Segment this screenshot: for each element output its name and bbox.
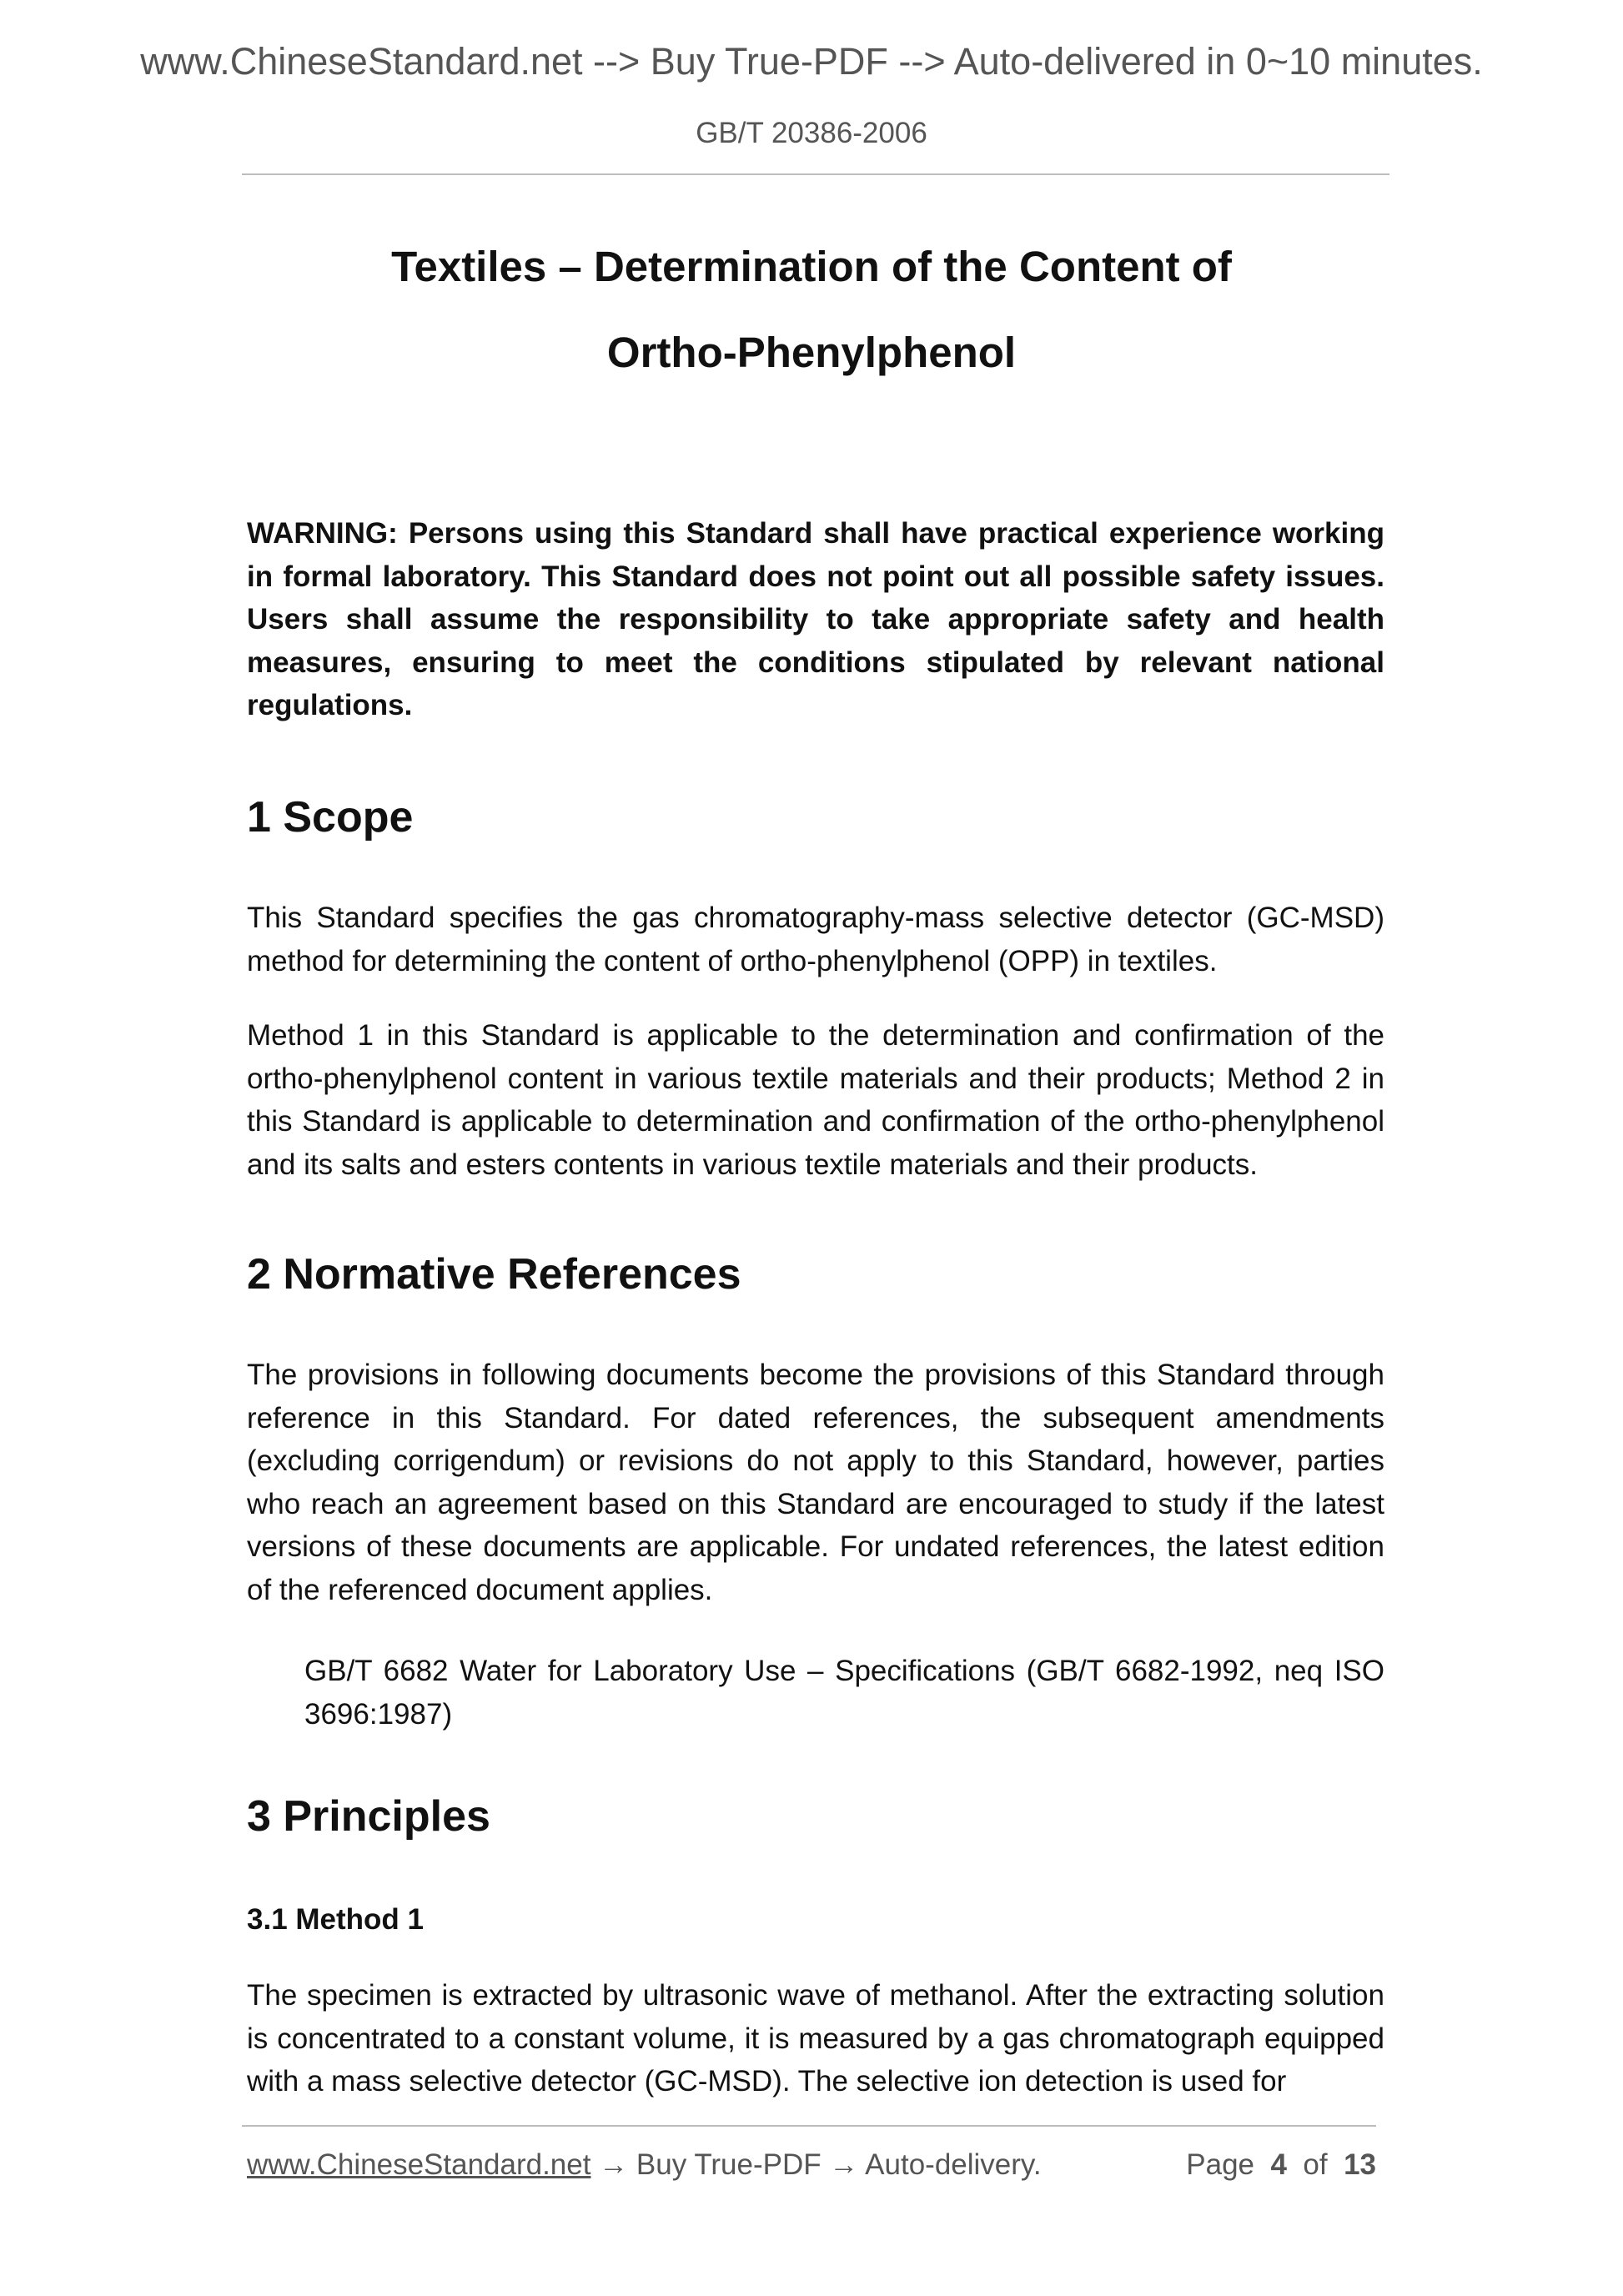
references-paragraph: The provisions in following documents become the provisions of this Standard through reference in this Standard. For dated references, the subsequent amendments (excluding corrigendum) or revisions do not apply to this Standard, however, parties who reach an agreement based on this Standard are encouraged to study if the latest versions of these documents are applicable. For undated references, the latest edition of the referenced document applies.	[247, 1359, 1384, 1606]
standard-code: GB/T 20386-2006	[696, 117, 927, 149]
reference-list	[304, 1650, 1384, 1736]
document-title-line-2: Ortho-Phenylphenol	[606, 329, 1017, 376]
principles-section-body	[247, 1974, 1384, 2103]
scope-paragraph-2: Method 1 in this Standard is applicable to the determination and confirmation of the ortho-phenylphenol content in various textile materials and their products; Method 2 in this Standard is applicable to determination and confirmation of the ortho-phenylphenol and its salts and esters contents in various textile materials and their products.	[247, 1019, 1384, 1181]
footer-tagline: → Buy True-PDF → Auto-delivery.	[590, 2148, 1042, 2181]
references-section-body	[247, 1354, 1384, 1611]
document-title-line-1: Textiles – Determination of the Content of	[391, 243, 1232, 290]
site-banner: www.ChineseStandard.net --> Buy True-PDF --> Auto-delivered in 0~10 minutes.	[140, 40, 1483, 83]
total-pages: 13	[1344, 2148, 1376, 2181]
subsection-heading-method-1: 3.1 Method 1	[247, 1903, 424, 1936]
footer-divider	[242, 2125, 1376, 2127]
section-heading-principles: 3 Principles	[247, 1792, 490, 1841]
header-divider	[242, 173, 1389, 175]
of-label: of	[1303, 2148, 1328, 2181]
section-heading-scope: 1 Scope	[247, 793, 414, 842]
page-label: Page	[1186, 2148, 1255, 2181]
scope-section-body	[247, 897, 1384, 1186]
footer-site-link[interactable]: www.ChineseStandard.net	[247, 2148, 591, 2181]
scope-paragraph-1: This Standard specifies the gas chromatography-mass selective detector (GC-MSD) method for determining the content of ortho-phenylphenol (OPP) in textiles.	[247, 902, 1384, 977]
page-number: 4	[1270, 2148, 1287, 2181]
section-heading-normative-references: 2 Normative References	[247, 1250, 741, 1299]
page-indicator	[1186, 2148, 1376, 2182]
warning-notice: WARNING: Persons using this Standard shall have practical experience working in formal laboratory. This Standard does not point out all possible safety issues. Users shall assume the responsibility to take appropriate safety and health measures, ensuring to meet the conditions stipulated by relevant national regulations.	[247, 517, 1384, 721]
method-1-paragraph: The specimen is extracted by ultrasonic wave of methanol. After the extracting solution is concentrated to a constant volume, it is measured by a gas chromatograph equipped with a mass selective detector (GC-MSD). The selective ion detection is used for	[247, 1979, 1384, 2098]
reference-item: GB/T 6682 Water for Laboratory Use – Specifications (GB/T 6682-1992, neq ISO 3696:1987)	[304, 1655, 1384, 1731]
page-footer	[247, 2148, 1376, 2182]
